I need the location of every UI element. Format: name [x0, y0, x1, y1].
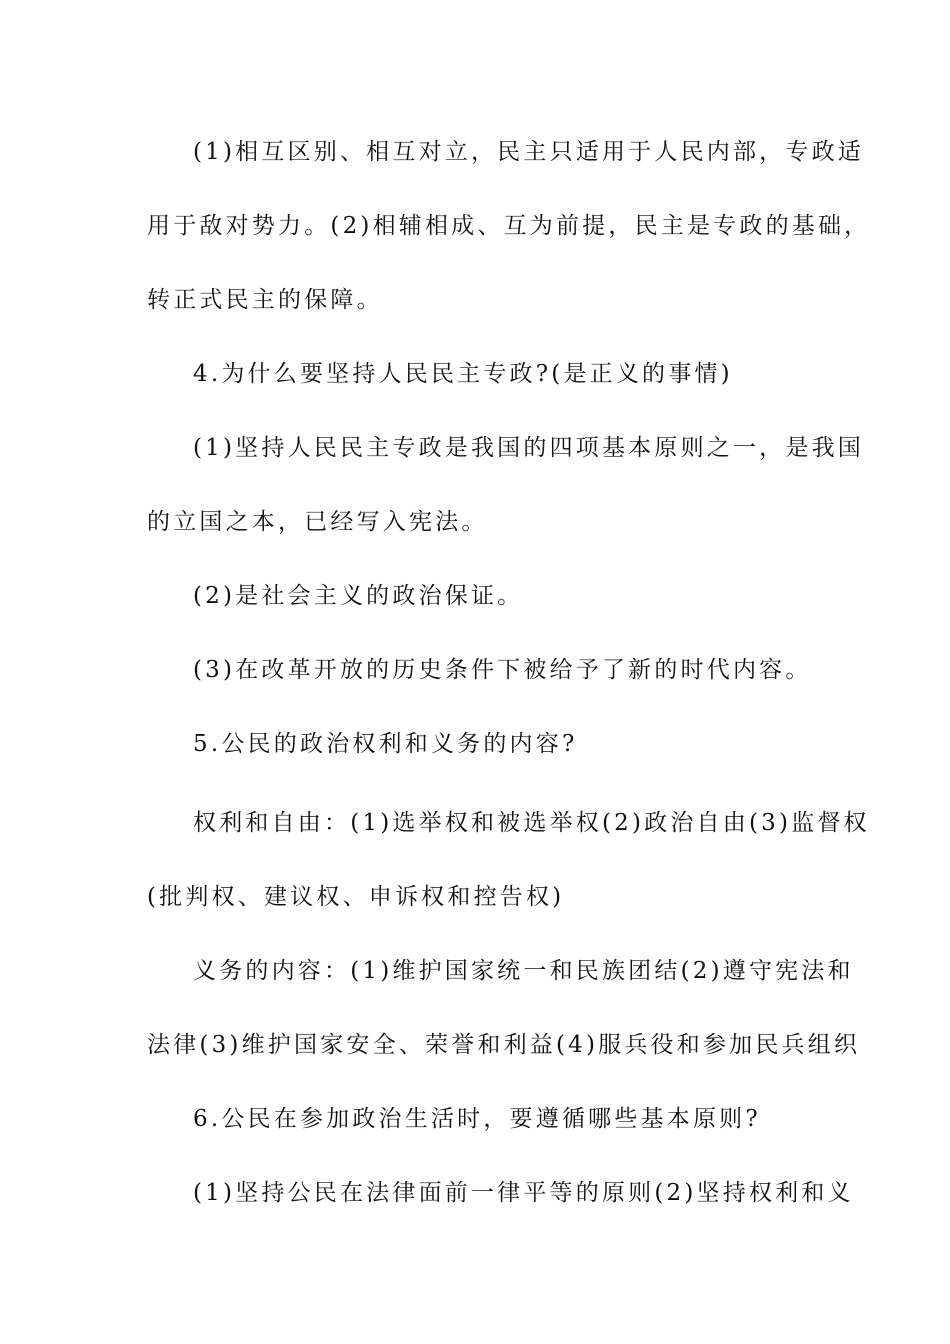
text-line: (1)相互区别、相互对立，民主只适用于人民内部，专政适: [193, 139, 864, 165]
text-line: 义务的内容：(1)维护国家统一和民族团结(2)遵守宪法和: [193, 958, 854, 984]
text-line: (1)坚持公民在法律面前一律平等的原则(2)坚持权利和义: [193, 1180, 854, 1206]
text-line: 的立国之本，已经写入宪法。: [147, 509, 488, 535]
text-line: (批判权、建议权、申诉权和控告权): [147, 884, 565, 910]
text-line: (1)坚持人民民主专政是我国的四项基本原则之一，是我国: [193, 435, 864, 461]
text-line: (2)是社会主义的政治保证。: [193, 583, 524, 609]
section-heading: 6.公民在参加政治生活时，要遵循哪些基本原则?: [193, 1106, 761, 1132]
section-heading: 4.为什么要坚持人民民主专政?(是正义的事情): [193, 361, 733, 387]
text-line: 用于敌对势力。(2)相辅相成、互为前提，民主是专政的基础，: [147, 213, 871, 239]
section-heading: 5.公民的政治权利和义务的内容?: [193, 731, 578, 757]
text-line: 转正式民主的保障。: [147, 287, 383, 313]
text-line: (3)在改革开放的历史条件下被给予了新的时代内容。: [193, 657, 812, 683]
text-line: 法律(3)维护国家安全、荣誉和利益(4)服兵役和参加民兵组织: [147, 1032, 861, 1058]
text-line: 权利和自由：(1)选举权和被选举权(2)政治自由(3)监督权: [193, 810, 870, 836]
